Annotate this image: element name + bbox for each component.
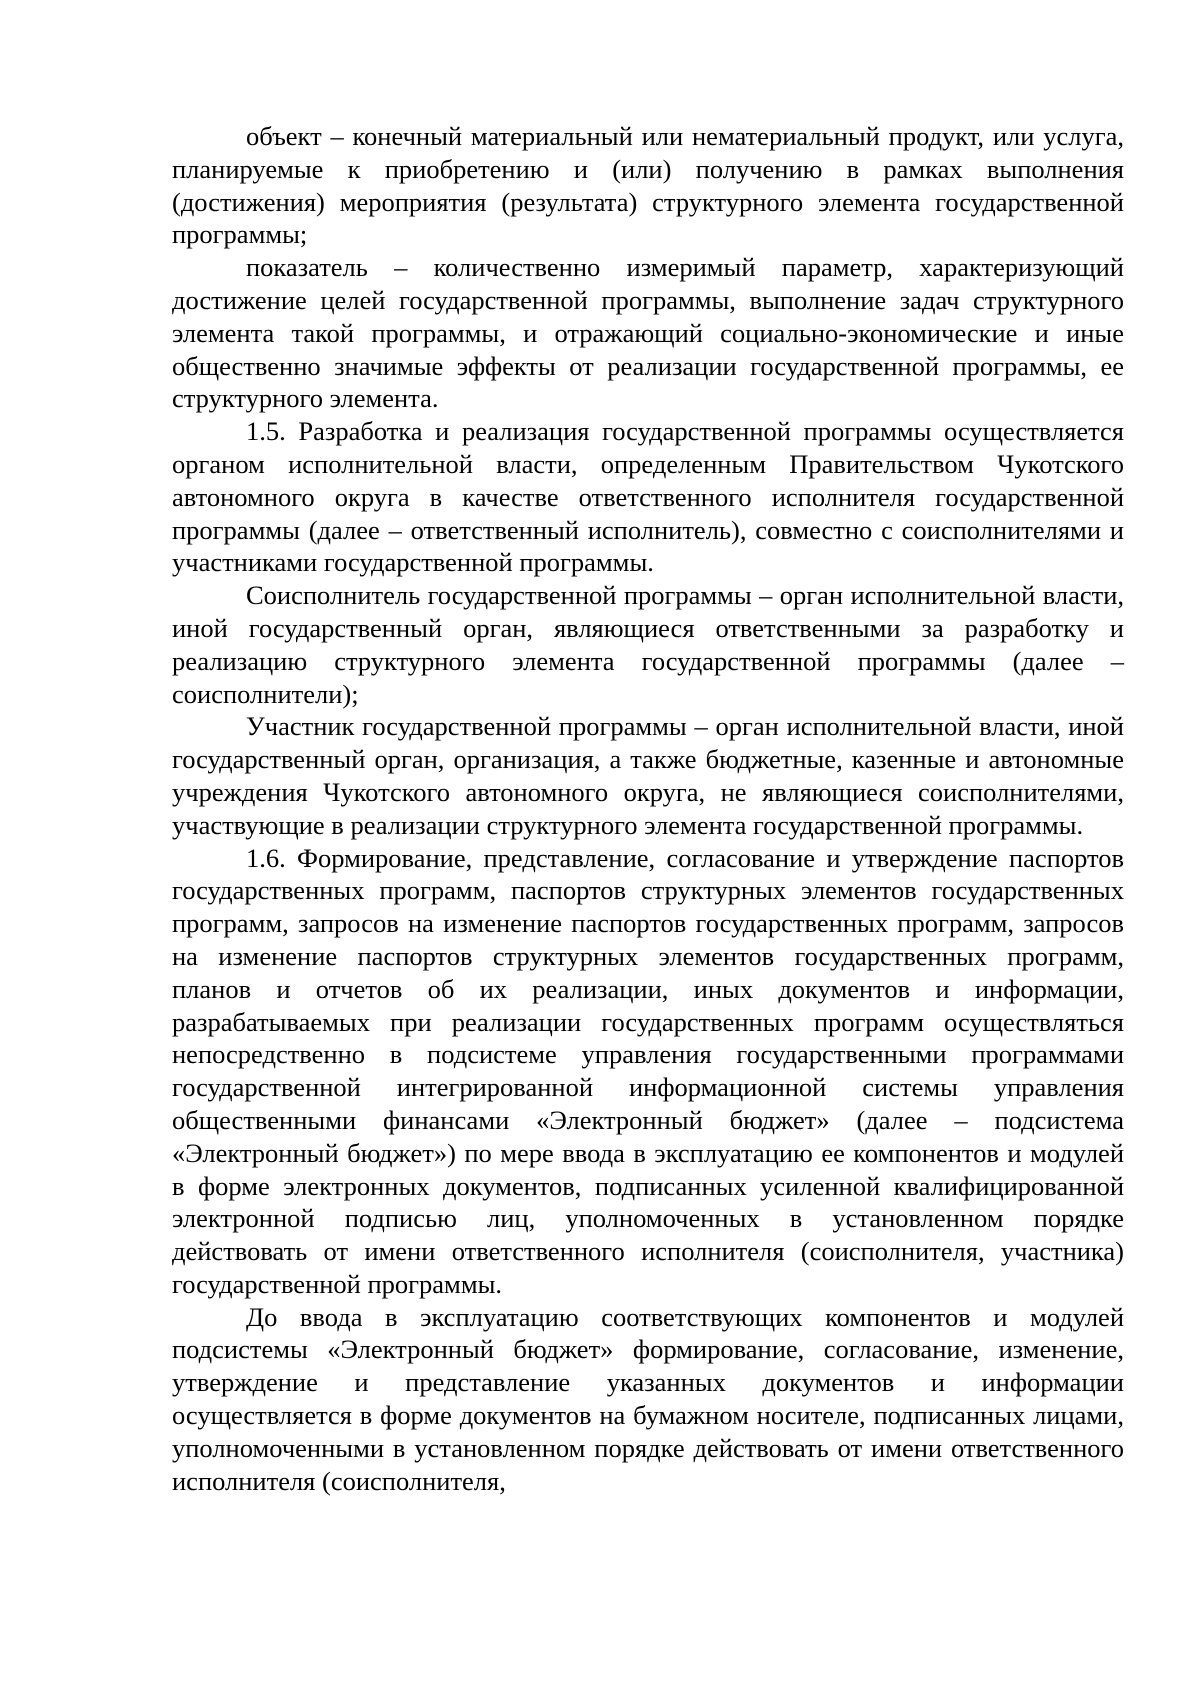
- paragraph-section-1-5: 1.5. Разработка и реализация государственной программы осуществляется органом исполнительной власти, определенным Правительством Чукотского автономного округа в качестве ответственного исполнителя государственной программы (далее – ответственный исполнитель), совместно с соисполнителями и участниками государственной программы.: [172, 416, 1124, 578]
- paragraph-object-definition: объект – конечный материальный или нематериальный продукт, или услуга, планируемые к приобретению и (или) получению в рамках выполнения (достижения) мероприятия (результата) структурного элемента государственной программы;: [172, 121, 1124, 250]
- paragraph-section-1-6: 1.6. Формирование, представление, согласование и утверждение паспортов государственных программ, паспортов структурных элементов государственных программ, запросов на изменение паспортов государственных программ, запросов на изменение паспортов структурных элементов государственных программ, планов и отчетов об их реализации, иных документов и информации, разрабатываемых при реализации государственных программ осуществляться непосредственно в подсистеме управления государственными программами государственной интегрированной информационной системы управления общественными финансами «Электронный бюджет» (далее – подсистема «Электронный бюджет») по мере ввода в эксплуатацию ее компонентов и модулей в форме электронных документов, подписанных усиленной квалифицированной электронной подписью лиц, уполномоченных в установленном порядке действовать от имени ответственного исполнителя (соисполнителя, участника) государственной программы.: [172, 842, 1124, 1299]
- paragraph-participant-definition: Участник государственной программы – орган исполнительной власти, иной государственный орган, организация, а также бюджетные, казенные и автономные учреждения Чукотского автономного округа, не являющиеся соисполнителями, участвующие в реализации структурного элемента государственной программы.: [172, 711, 1124, 840]
- paragraph-indicator-definition: показатель – количественно измеримый параметр, характеризующий достижение целей государственной программы, выполнение задач структурного элемента такой программы, и отражающий социально-экономические и иные общественно значимые эффекты от реализации государственной программы, ее структурного элемента.: [172, 252, 1124, 414]
- document-page: [172, 120, 1124, 1497]
- paragraph-paper-documents: До ввода в эксплуатацию соответствующих компонентов и модулей подсистемы «Электронный бюджет» формирование, согласование, изменение, утверждение и представление указанных документов и информации осуществляется в форме документов на бумажном носителе, подписанных лицами, уполномоченными в установленном порядке действовать от имени ответственного исполнителя (соисполнителя,: [172, 1301, 1124, 1496]
- paragraph-co-executor-definition: Соисполнитель государственной программы – орган исполнительной власти, иной государственный орган, являющиеся ответственными за разработку и реализацию структурного элемента государственной программы (далее – соисполнители);: [172, 580, 1124, 709]
